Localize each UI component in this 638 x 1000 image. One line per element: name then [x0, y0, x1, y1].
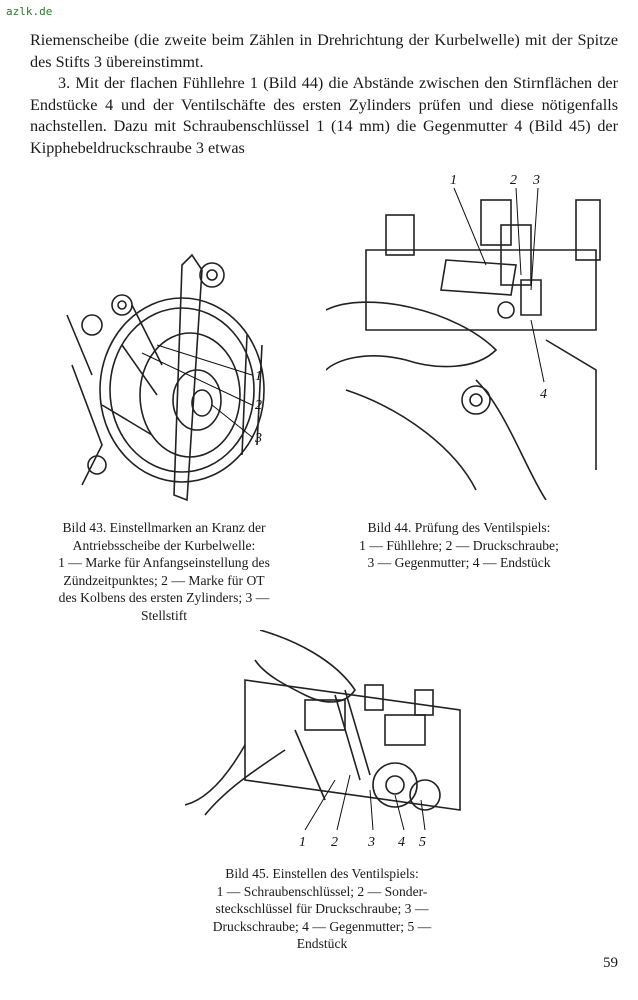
figure-43-label-1: 1 [255, 369, 262, 384]
paragraph-2: 3. Mit der flachen Fühllehre 1 (Bild 44) die Abstände zwischen den Stirnflächen der Endstücke 4 und der Ventilschäfte des ersten Zylinders prüfen und diese nötigenfalls nachstellen. Dazu mit Schraubenschlüssel 1 (14 mm) die Gegenmutter 4 (Bild 45) der Kipphebeldruckschraube 3 etwas [30, 74, 618, 157]
caption-line: Bild 44. Prüfung des Ventilspiels: [367, 520, 551, 535]
figure-43-caption [28, 519, 300, 624]
figure-45-label-1: 1 [299, 835, 306, 850]
caption-line: 1 — Fühllehre; 2 — Druckschraube; [359, 537, 559, 553]
watermark: azlk.de [6, 5, 53, 18]
figure-45-caption [172, 865, 472, 953]
figure-44-label-2: 2 [510, 173, 517, 188]
figure-44-label-4: 4 [540, 387, 547, 402]
figure-45-label-4: 4 [398, 835, 405, 850]
caption-line: Antriebsscheibe der Kurbelwelle: [72, 537, 256, 553]
figure-45-label-5: 5 [419, 835, 426, 850]
figure-45-label-2: 2 [331, 835, 338, 850]
figure-43-illustration [62, 245, 302, 507]
caption-line: Zündzeitpunktes; 2 — Marke für OT [63, 572, 265, 588]
caption-line: 1 — Marke für Anfangseinstellung des [58, 555, 270, 570]
figure-45-illustration [185, 630, 465, 855]
caption-line: Bild 43. Einstellmarken an Kranz der [62, 520, 266, 535]
page-number: 59 [603, 955, 618, 971]
body-text [30, 30, 618, 159]
caption-line: Druckschraube; 4 — Gegenmutter; 5 — [212, 918, 432, 934]
figure-44-label-1: 1 [450, 173, 457, 188]
figure-44-label-3: 3 [533, 173, 540, 188]
figure-44-caption [314, 519, 604, 572]
figure-44-illustration [326, 170, 602, 500]
caption-line: Endstück [296, 936, 348, 951]
figure-43-label-2: 2 [255, 398, 262, 413]
figure-43-label-3: 3 [255, 431, 262, 446]
caption-line: Stellstift [140, 607, 188, 623]
figure-45-label-3: 3 [368, 835, 375, 850]
caption-line: Bild 45. Einstellen des Ventilspiels: [225, 866, 419, 881]
caption-line: steckschlüssel für Druckschraube; 3 — [215, 901, 429, 916]
caption-line: 3 — Gegenmutter; 4 — Endstück [367, 555, 551, 570]
paragraph-1: Riemenscheibe (die zweite beim Zählen in Drehrichtung der Kurbelwelle) mit der Spitze des Stifts 3 übereinstimmt. [30, 31, 618, 71]
caption-line: des Kolbens des ersten Zylinders; 3 — [58, 590, 270, 605]
caption-line: 1 — Schraubenschlüssel; 2 — Sonder- [216, 883, 428, 899]
